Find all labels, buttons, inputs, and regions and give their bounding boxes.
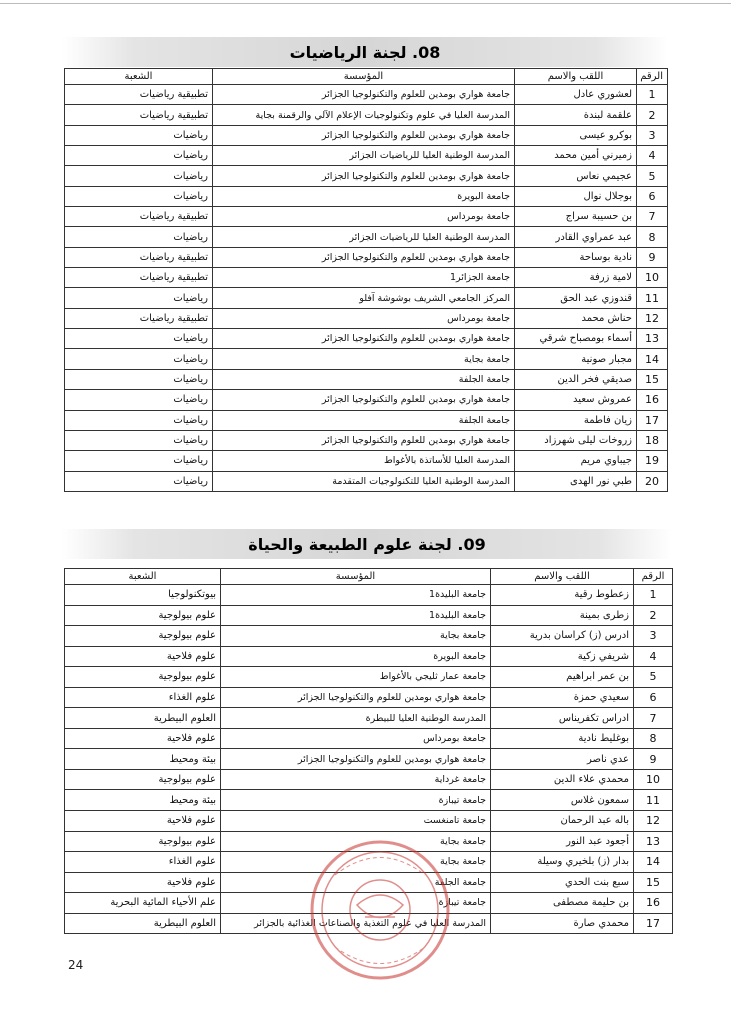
table-row bbox=[65, 268, 668, 288]
member-name: بوجلال نوال bbox=[515, 186, 637, 206]
member-name: علقمة لبندة bbox=[515, 105, 637, 125]
member-name: بدار (ز) بلخيري وسيلة bbox=[491, 852, 634, 873]
row-number: 10 bbox=[634, 769, 673, 790]
member-institution: المدرسة العليا للأساتذة بالأغواط bbox=[213, 451, 515, 471]
row-number: 4 bbox=[637, 146, 668, 166]
table-header-row bbox=[65, 569, 673, 585]
col-header-branch: الشعبة bbox=[65, 569, 221, 585]
member-branch: علوم فلاحية bbox=[65, 811, 221, 832]
table-row bbox=[65, 585, 673, 606]
member-institution: جامعة الجزائر1 bbox=[213, 268, 515, 288]
table-row bbox=[65, 728, 673, 749]
table-row bbox=[65, 471, 668, 491]
member-name: لامية زرفة bbox=[515, 268, 637, 288]
table-row bbox=[65, 451, 668, 471]
member-name: باله عبد الرحمان bbox=[491, 811, 634, 832]
row-number: 19 bbox=[637, 451, 668, 471]
member-branch: بيوتكنولوجيا bbox=[65, 585, 221, 606]
row-number: 14 bbox=[634, 852, 673, 873]
member-branch: رياضيات bbox=[65, 451, 213, 471]
table-row bbox=[65, 831, 673, 852]
member-name: أجعود عبد النور bbox=[491, 831, 634, 852]
row-number: 17 bbox=[637, 410, 668, 430]
table-row bbox=[65, 687, 673, 708]
member-name: شريفي زكية bbox=[491, 646, 634, 667]
member-branch: علوم فلاحية bbox=[65, 872, 221, 893]
member-institution: جامعة البويرة bbox=[213, 186, 515, 206]
member-institution: جامعة بجاية bbox=[221, 831, 491, 852]
col-header-institution: المؤسسة bbox=[221, 569, 491, 585]
member-institution: جامعة هواري بومدين للعلوم والتكنولوجيا الجزائر bbox=[213, 125, 515, 145]
row-number: 2 bbox=[637, 105, 668, 125]
row-number: 12 bbox=[637, 308, 668, 328]
member-branch: رياضيات bbox=[65, 186, 213, 206]
row-number: 17 bbox=[634, 913, 673, 934]
member-branch: رياضيات bbox=[65, 125, 213, 145]
member-branch: علوم فلاحية bbox=[65, 646, 221, 667]
member-branch: علوم بيولوجية bbox=[65, 605, 221, 626]
table-row bbox=[65, 605, 673, 626]
row-number: 18 bbox=[637, 430, 668, 450]
member-institution: جامعة هواري بومدين للعلوم والتكنولوجيا الجزائر bbox=[221, 687, 491, 708]
member-name: صديقي فخر الدين bbox=[515, 369, 637, 389]
member-name: قندوزي عبد الحق bbox=[515, 288, 637, 308]
member-institution: جامعة بجاية bbox=[221, 852, 491, 873]
row-number: 3 bbox=[634, 626, 673, 647]
table-row bbox=[65, 749, 673, 770]
member-branch: رياضيات bbox=[65, 166, 213, 186]
row-number: 6 bbox=[634, 687, 673, 708]
life-sciences-committee-title: 09. لجنة علوم الطبيعة والحياة bbox=[248, 534, 486, 554]
row-number: 9 bbox=[637, 247, 668, 267]
life-sciences-committee-header bbox=[62, 529, 672, 559]
member-institution: جامعة الجلفة bbox=[221, 872, 491, 893]
member-name: زعطوط رقية bbox=[491, 585, 634, 606]
member-name: أسماء بومصباح شرقي bbox=[515, 329, 637, 349]
member-branch: علوم فلاحية bbox=[65, 728, 221, 749]
member-institution: المدرسة الوطنية العليا للبيطرة bbox=[221, 708, 491, 729]
table-row bbox=[65, 146, 668, 166]
member-name: محمدي صارة bbox=[491, 913, 634, 934]
member-name: بن حليمة مصطفى bbox=[491, 893, 634, 914]
col-header-institution: المؤسسة bbox=[213, 69, 515, 85]
member-name: عدي ناصر bbox=[491, 749, 634, 770]
member-institution: جامعة بومرداس bbox=[213, 207, 515, 227]
member-institution: جامعة بجاية bbox=[221, 626, 491, 647]
row-number: 8 bbox=[637, 227, 668, 247]
member-branch: تطبيقية رياضيات bbox=[65, 268, 213, 288]
table-row bbox=[65, 410, 668, 430]
row-number: 5 bbox=[637, 166, 668, 186]
member-name: زيان فاطمة bbox=[515, 410, 637, 430]
math-committee-header bbox=[62, 37, 668, 67]
member-name: بن عمر ابراهيم bbox=[491, 667, 634, 688]
row-number: 5 bbox=[634, 667, 673, 688]
math-committee-table bbox=[64, 68, 668, 492]
member-institution: جامعة تامنغست bbox=[221, 811, 491, 832]
member-institution: جامعة بجاية bbox=[213, 349, 515, 369]
member-branch: علوم الغذاء bbox=[65, 852, 221, 873]
table-row bbox=[65, 288, 668, 308]
member-branch: تطبيقية رياضيات bbox=[65, 247, 213, 267]
table-row bbox=[65, 207, 668, 227]
member-name: زطرى بمينة bbox=[491, 605, 634, 626]
member-institution: جامعة هواري بومدين للعلوم والتكنولوجيا الجزائر bbox=[213, 85, 515, 105]
table-row bbox=[65, 186, 668, 206]
row-number: 8 bbox=[634, 728, 673, 749]
table-row bbox=[65, 430, 668, 450]
page-number: 24 bbox=[68, 958, 84, 972]
member-institution: جامعة هواري بومدين للعلوم والتكنولوجيا الجزائر bbox=[213, 430, 515, 450]
member-institution: المدرسة الوطنية العليا للرياضيات الجزائر bbox=[213, 146, 515, 166]
member-institution: جامعة تيبازة bbox=[221, 893, 491, 914]
row-number: 7 bbox=[634, 708, 673, 729]
table-row bbox=[65, 769, 673, 790]
row-number: 11 bbox=[637, 288, 668, 308]
life-sciences-committee-table bbox=[64, 568, 673, 934]
member-branch: بيئة ومحيط bbox=[65, 790, 221, 811]
table-row bbox=[65, 227, 668, 247]
member-name: بوغليط نادية bbox=[491, 728, 634, 749]
col-header-branch: الشعبة bbox=[65, 69, 213, 85]
member-name: بوكرو عيسى bbox=[515, 125, 637, 145]
member-branch: رياضيات bbox=[65, 410, 213, 430]
member-name: حناش محمد bbox=[515, 308, 637, 328]
member-name: عمروش سعيد bbox=[515, 390, 637, 410]
member-branch: رياضيات bbox=[65, 349, 213, 369]
member-institution: جامعة الجلفة bbox=[213, 369, 515, 389]
member-institution: المركز الجامعي الشريف بوشوشة آفلو bbox=[213, 288, 515, 308]
member-branch: علوم بيولوجية bbox=[65, 831, 221, 852]
row-number: 1 bbox=[637, 85, 668, 105]
table-row bbox=[65, 85, 668, 105]
row-number: 6 bbox=[637, 186, 668, 206]
member-branch: علوم بيولوجية bbox=[65, 667, 221, 688]
member-branch: تطبيقية رياضيات bbox=[65, 85, 213, 105]
table-row bbox=[65, 247, 668, 267]
member-institution: المدرسة الوطنية العليا للرياضيات الجزائر bbox=[213, 227, 515, 247]
table-row bbox=[65, 872, 673, 893]
member-name: عجيمي نعاس bbox=[515, 166, 637, 186]
member-name: زروخات ليلى شهرزاد bbox=[515, 430, 637, 450]
table-row bbox=[65, 646, 673, 667]
member-institution: جامعة البويرة bbox=[221, 646, 491, 667]
member-branch: رياضيات bbox=[65, 227, 213, 247]
table-row bbox=[65, 105, 668, 125]
table-header-row bbox=[65, 69, 668, 85]
member-branch: تطبيقية رياضيات bbox=[65, 105, 213, 125]
member-institution: جامعة هواري بومدين للعلوم والتكنولوجيا الجزائر bbox=[213, 390, 515, 410]
row-number: 1 bbox=[634, 585, 673, 606]
col-header-name: اللقب والاسم bbox=[491, 569, 634, 585]
col-header-name: اللقب والاسم bbox=[515, 69, 637, 85]
member-institution: جامعة هواري بومدين للعلوم والتكنولوجيا الجزائر bbox=[213, 247, 515, 267]
row-number: 14 bbox=[637, 349, 668, 369]
member-name: سعيدي حمزة bbox=[491, 687, 634, 708]
table-row bbox=[65, 667, 673, 688]
member-name: جيباوي مريم bbox=[515, 451, 637, 471]
table-row bbox=[65, 390, 668, 410]
row-number: 20 bbox=[637, 471, 668, 491]
member-institution: المدرسة العليا في علوم وتكنولوجيات الإعلام الآلي والرقمنة بجاية bbox=[213, 105, 515, 125]
life-sciences-committee-rows bbox=[65, 585, 673, 934]
table-row bbox=[65, 125, 668, 145]
member-name: طبي نور الهدى bbox=[515, 471, 637, 491]
member-institution: المدرسة العليا في علوم التغذية والصناعات الغذائية بالجزائر bbox=[221, 913, 491, 934]
member-institution: جامعة الجلفة bbox=[213, 410, 515, 430]
member-branch: رياضيات bbox=[65, 471, 213, 491]
table-row bbox=[65, 708, 673, 729]
table-row bbox=[65, 790, 673, 811]
member-branch: العلوم البيطرية bbox=[65, 708, 221, 729]
member-branch: بيئة ومحيط bbox=[65, 749, 221, 770]
table-row bbox=[65, 329, 668, 349]
row-number: 2 bbox=[634, 605, 673, 626]
member-name: بن حسيبة سراج bbox=[515, 207, 637, 227]
member-branch: تطبيقية رياضيات bbox=[65, 308, 213, 328]
table-row bbox=[65, 852, 673, 873]
row-number: 16 bbox=[634, 893, 673, 914]
col-header-num: الرقم bbox=[637, 69, 668, 85]
row-number: 7 bbox=[637, 207, 668, 227]
member-institution: جامعة عمار ثليجي بالأغواط bbox=[221, 667, 491, 688]
row-number: 4 bbox=[634, 646, 673, 667]
table-row bbox=[65, 626, 673, 647]
member-institution: جامعة بومرداس bbox=[213, 308, 515, 328]
col-header-num: الرقم bbox=[634, 569, 673, 585]
row-number: 15 bbox=[634, 872, 673, 893]
member-branch: علوم الغذاء bbox=[65, 687, 221, 708]
member-name: سبع بنت الحدي bbox=[491, 872, 634, 893]
member-branch: رياضيات bbox=[65, 369, 213, 389]
math-committee-title: 08. لجنة الرياضيات bbox=[289, 42, 441, 62]
row-number: 13 bbox=[637, 329, 668, 349]
member-branch: رياضيات bbox=[65, 390, 213, 410]
row-number: 16 bbox=[637, 390, 668, 410]
member-institution: المدرسة الوطنية العليا للتكنولوجيات المتقدمة bbox=[213, 471, 515, 491]
table-row bbox=[65, 349, 668, 369]
member-institution: جامعة بومرداس bbox=[221, 728, 491, 749]
member-branch: رياضيات bbox=[65, 288, 213, 308]
member-institution: جامعة هواري بومدين للعلوم والتكنولوجيا الجزائر bbox=[221, 749, 491, 770]
member-name: مجبار صونية bbox=[515, 349, 637, 369]
member-name: لعشوري عادل bbox=[515, 85, 637, 105]
row-number: 3 bbox=[637, 125, 668, 145]
member-branch: العلوم البيطرية bbox=[65, 913, 221, 934]
table-row bbox=[65, 308, 668, 328]
row-number: 12 bbox=[634, 811, 673, 832]
math-committee-rows bbox=[65, 85, 668, 492]
member-name: ادرس (ز) كراسان بدرية bbox=[491, 626, 634, 647]
member-institution: جامعة غرداية bbox=[221, 769, 491, 790]
table-row bbox=[65, 913, 673, 934]
member-name: ادراس تكفريناس bbox=[491, 708, 634, 729]
member-institution: جامعة تيبازة bbox=[221, 790, 491, 811]
member-branch: رياضيات bbox=[65, 146, 213, 166]
member-branch: رياضيات bbox=[65, 329, 213, 349]
table-row bbox=[65, 893, 673, 914]
member-institution: جامعة البليدة1 bbox=[221, 605, 491, 626]
member-branch: رياضيات bbox=[65, 430, 213, 450]
table-row bbox=[65, 811, 673, 832]
member-branch: علم الأحياء المائية البحرية bbox=[65, 893, 221, 914]
row-number: 13 bbox=[634, 831, 673, 852]
member-branch: علوم بيولوجية bbox=[65, 626, 221, 647]
row-number: 9 bbox=[634, 749, 673, 770]
member-branch: تطبيقية رياضيات bbox=[65, 207, 213, 227]
member-institution: جامعة هواري بومدين للعلوم والتكنولوجيا الجزائر bbox=[213, 329, 515, 349]
row-number: 11 bbox=[634, 790, 673, 811]
row-number: 15 bbox=[637, 369, 668, 389]
member-institution: جامعة البليدة1 bbox=[221, 585, 491, 606]
table-row bbox=[65, 369, 668, 389]
top-rule bbox=[0, 3, 731, 4]
member-institution: جامعة هواري بومدين للعلوم والتكنولوجيا الجزائر bbox=[213, 166, 515, 186]
member-name: زميرني أمين محمد bbox=[515, 146, 637, 166]
row-number: 10 bbox=[637, 268, 668, 288]
table-row bbox=[65, 166, 668, 186]
member-name: محمدي علاء الدين bbox=[491, 769, 634, 790]
member-name: سمعون غلاس bbox=[491, 790, 634, 811]
member-name: عبد عمراوي القادر bbox=[515, 227, 637, 247]
member-name: نادية بوساحة bbox=[515, 247, 637, 267]
member-branch: علوم بيولوجية bbox=[65, 769, 221, 790]
